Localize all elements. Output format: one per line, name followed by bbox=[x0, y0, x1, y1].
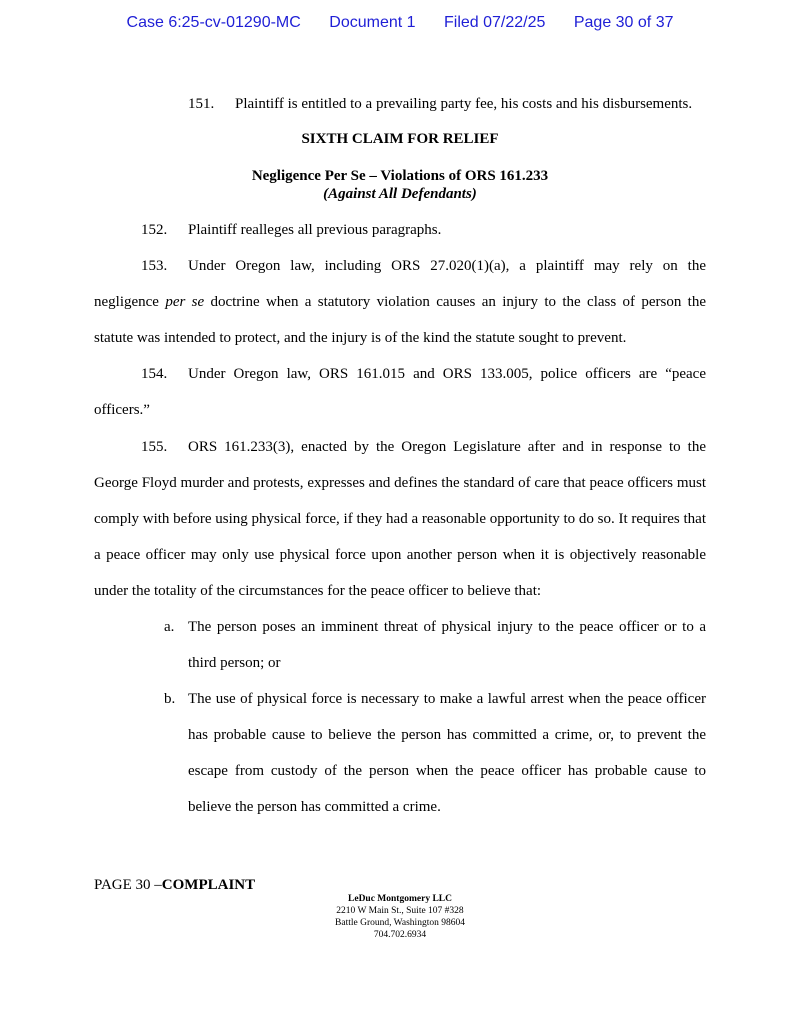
case-number: Case 6:25-cv-01290-MC bbox=[126, 14, 301, 31]
claim-parties: (Against All Defendants) bbox=[323, 186, 477, 202]
legal-term: per se bbox=[165, 294, 205, 310]
list-item-a bbox=[164, 609, 706, 681]
list-item-label: b. bbox=[164, 691, 176, 707]
firm-name: LeDuc Montgomery LLC bbox=[348, 894, 452, 904]
list-item-text: The person poses an imminent threat of physical injury to the peace officer or to a third person; or bbox=[188, 619, 706, 671]
filed-date: Filed 07/22/25 bbox=[443, 14, 546, 31]
firm-address-line1: 2210 W Main St., Suite 107 #328 bbox=[336, 906, 464, 916]
court-filing-stamp bbox=[0, 14, 800, 32]
paragraph-155 bbox=[94, 429, 706, 609]
firm-address-line2: Battle Ground, Washington 98604 bbox=[335, 918, 465, 928]
paragraph-number: 153. bbox=[141, 258, 168, 274]
paragraph-text: Under Oregon law, ORS 161.015 and ORS 133.005, police officers are “peace officers.” bbox=[94, 366, 706, 418]
footer-firm-block bbox=[0, 893, 800, 941]
paragraph-154 bbox=[94, 356, 706, 428]
paragraph-number: 155. bbox=[141, 439, 168, 455]
paragraph-text: doctrine when a statutory violation causes an injury to the class of person the statute was intended to protect, and the injury is of the kind the statute sought to prevent. bbox=[94, 294, 706, 346]
claim-heading: SIXTH CLAIM FOR RELIEF bbox=[301, 131, 499, 147]
paragraph-number: 152. bbox=[141, 222, 168, 238]
paragraph-number: 151. bbox=[188, 96, 215, 112]
paragraph-number: 154. bbox=[141, 366, 168, 382]
footer-page-number: PAGE 30 – bbox=[94, 877, 162, 893]
document-number: Document 1 bbox=[329, 14, 416, 31]
list-item-b bbox=[164, 681, 706, 825]
list-item-label: a. bbox=[164, 619, 175, 635]
claim-subheading: Negligence Per Se – Violations of ORS 161.233 bbox=[251, 168, 549, 184]
page-count: Page 30 of 37 bbox=[573, 14, 674, 31]
firm-phone: 704.702.6934 bbox=[373, 930, 427, 940]
footer-document-title: COMPLAINT bbox=[161, 877, 256, 893]
paragraph-153 bbox=[94, 248, 706, 356]
list-item-text: The use of physical force is necessary to make a lawful arrest when the peace officer has probable cause to believe the person has committed a crime, or, to prevent the escape from custody of the person when the peace officer has probable cause to believe the person has committed a crime. bbox=[188, 691, 706, 815]
paragraph-text: Plaintiff is entitled to a prevailing party fee, his costs and his disbursements. bbox=[235, 96, 693, 112]
paragraph-151 bbox=[94, 86, 706, 122]
paragraph-text: ORS 161.233(3), enacted by the Oregon Legislature after and in response to the George Floyd murder and protests, expresses and defines the standard of care that peace officers must comply with before using physical force, if they had a reasonable opportunity to do so. It requires that a peace officer may only use physical force upon another person when it is objectively reasonable under the totality of the circumstances for the peace officer to believe that: bbox=[94, 439, 706, 599]
paragraph-text: Plaintiff realleges all previous paragraphs. bbox=[188, 222, 442, 238]
paragraph-152 bbox=[94, 212, 706, 248]
footer-page-label bbox=[94, 877, 255, 894]
paragraph-text: Under Oregon law, including ORS 27.020(1)(a), a plaintiff may rely on the negligence bbox=[94, 258, 706, 310]
